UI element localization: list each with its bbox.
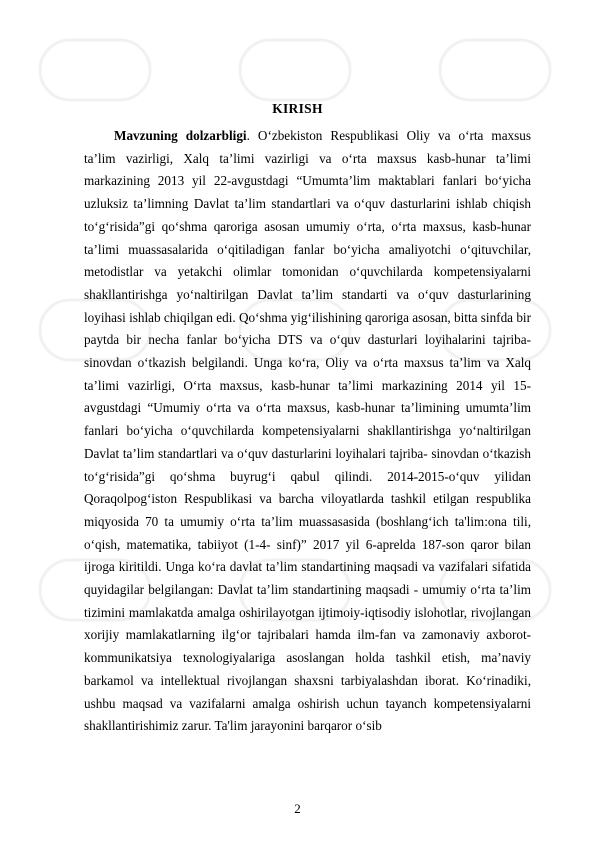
- body-paragraph: [84, 125, 531, 738]
- lead-term: Mavzuning dolzarbligi: [114, 128, 247, 143]
- section-title: KIRISH: [272, 101, 323, 116]
- lead-separator: .: [246, 128, 258, 143]
- page-number: 2: [294, 801, 301, 816]
- paragraph-text: O‘zbekiston Respublikasi Oliy va o‘rta maxsus ta’lim vazirligi, Xalq ta’limi vazirligi va o‘rta maxsus kasb-hunar ta’limi markazining 2013 yil 22-avgustdagi “Umumta’lim maktablari fanlari bo‘yicha uzluksiz ta’limning Davlat ta’lim standartlari va o‘quv dasturlarini ishlab chiqish to‘g‘risida”gi qo‘shma qaroriga asosan umumiy o‘rta, o‘rta maxsus, kasb-hunar ta’limi muassasalarida o‘qitiladigan fanlar bo‘yicha amaliyotchi o‘qituvchilar, metodistlar va yetakchi olimlar tomonidan o‘quvchilarda kompetensiyalarni shakllantirishga yo‘naltirilgan Davlat ta’lim standarti va o‘quv dasturlarining loyihasi ishlab chiqilgan edi. Qo‘shma yig‘ilishining qaroriga asosan, bitta sinfda bir paytda bir necha fanlar bo‘yicha DTS va o‘quv dasturlari loyihalarini tajriba-sinovdan o‘tkazish belgilandi. Unga ko‘ra, Oliy va o‘rta maxsus ta’lim va Xalq ta’limi vazirligi, O‘rta maxsus, kasb-hunar ta’limi markazining 2014 yil 15-avgustdagi “Umumiy o‘rta va o‘rta maxsus, kasb-hunar ta’limining umumta’lim fanlari bo‘yicha o‘quvchilarda kompetensiyalarni shakllantirishga yo‘naltirilgan Davlat ta’lim standartlari va o‘quv dasturlarini loyihalari tajriba- sinovdan o‘tkazish to‘g‘risida”gi qo‘shma buyrug‘i qabul qilindi. 2014-2015-o‘quv yilidan Qoraqolpog‘iston Respublikasi va barcha viloyatlarda tashkil etilgan respublika miqyosida 70 ta umumiy o‘rta ta’lim muassasasida (boshlang‘ich ta'lim:ona tili, o‘qish, matematika, tabiiyot (1-4- sinf)” 2017 yil 6-aprelda 187-son qaror bilan ijroga kiritildi. Unga ko‘ra davlat ta’lim standartining maqsadi va vazifalari sifatida quyidagilar belgilangan: Davlat ta’lim standartining maqsadi - umumiy o‘rta ta’lim tizimini mamlakatda amalga oshirilayotgan ijtimoiy-iqtisodiy islohotlar, rivojlangan xorijiy mamlakatlarning ilg‘or tajribalari hamda ilm-fan va zamonaviy axborot- kommunikatsiya texnologiyalariga asoslangan holda tashkil etish, ma’naviy barkamol va intellektual rivojlangan shaxsni tarbiyalashdan iborat. Ko‘rinadiki, ushbu maqsad va vazifalarni amalga oshirish uchun tayanch kompetensiyalarni shakllantirishimiz zarur. Ta'lim jarayonini barqaror o‘sib: [84, 128, 531, 734]
